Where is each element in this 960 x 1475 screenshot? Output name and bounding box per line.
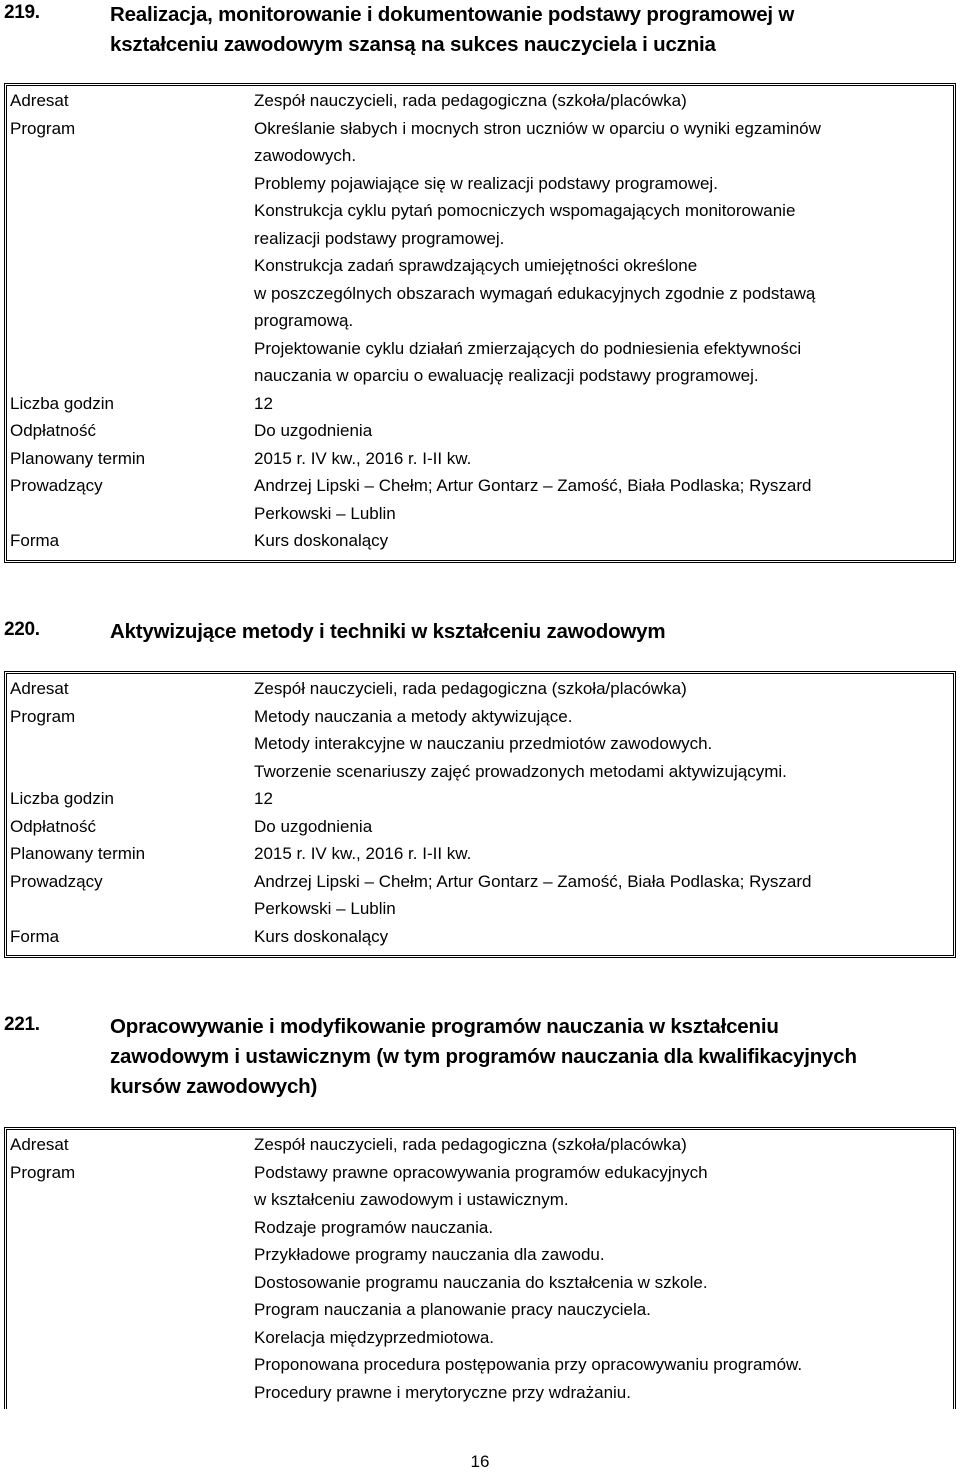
program-line: Program nauczania a planowanie pracy nauczyciela. [254,1300,651,1319]
label-program: Program [10,706,76,726]
section-title-line: Aktywizujące metody i techniki w kształceniu zawodowym [110,620,666,643]
label-adresat: Adresat [10,679,69,698]
section-220-table [4,674,956,952]
program-line: Proponowana procedura postępowania przy opracowywaniu programów. [254,1355,803,1374]
row-termin [4,445,956,473]
row-adresat [4,1130,956,1159]
label-prowadzacy: Prowadzący [10,871,103,891]
section-221-table [4,1130,956,1406]
program-line: programową. [254,311,354,330]
section-title-line: Realizacja, monitorowanie i dokumentowanie podstawy programowej w [110,3,795,26]
section-number: 219. [4,2,40,23]
section-219-table [4,86,956,557]
row-program [4,1159,956,1407]
program-line: Korelacja międzyprzedmiotowa. [254,1327,494,1347]
row-liczba-godzin [4,785,956,813]
label-forma: Forma [10,531,60,550]
value-odplatnosc: Do uzgodnienia [254,816,373,836]
label-termin: Planowany termin [10,844,146,863]
program-line: Konstrukcja zadań sprawdzających umiejętności określone [254,256,698,275]
section-title-line: kształceniu zawodowym szansą na sukces nauczyciela i ucznia [110,33,716,56]
program-line: w poszczególnych obszarach wymagań edukacyjnych zgodnie z podstawą [254,283,816,303]
program-line: Dostosowanie programu nauczania do kształcenia w szkole. [254,1272,708,1292]
value-adresat: Zespół nauczycieli, rada pedagogiczna (szkoła/placówka) [254,679,687,698]
value-adresat: Zespół nauczycieli, rada pedagogiczna (szkoła/placówka) [254,1135,687,1154]
program-line: Rodzaje programów nauczania. [254,1217,494,1237]
prowadzacy-line: Andrzej Lipski – Chełm; Artur Gontarz – Zamość, Biała Podlaska; Ryszard [254,476,812,495]
program-line: Podstawy prawne opracowywania programów edukacyjnych [254,1162,708,1182]
label-liczba-godzin: Liczba godzin [10,789,114,808]
program-line: realizacji podstawy programowej. [254,228,505,248]
row-forma [4,923,956,953]
value-liczba-godzin: 12 [254,789,273,808]
section-title-line: zawodowym i ustawicznym (w tym programów nauczania dla kwalifikacyjnych [110,1045,857,1068]
section-title-line: kursów zawodowych) [110,1075,318,1098]
program-line: Metody interakcyjne w nauczaniu przedmiotów zawodowych. [254,734,713,753]
section-number: 221. [4,1014,40,1035]
label-program: Program [10,118,76,138]
section-number: 220. [4,619,40,640]
row-prowadzacy [4,868,956,923]
label-program: Program [10,1162,76,1182]
row-prowadzacy [4,472,956,527]
program-line: Tworzenie scenariuszy zajęć prowadzonych metodami aktywizującymi. [254,761,787,781]
program-line: Procedury prawne i merytoryczne przy wdrażaniu. [254,1382,631,1402]
label-termin: Planowany termin [10,448,146,468]
program-line: nauczania w oparciu o ewaluację realizacji podstawy programowej. [254,366,759,385]
value-liczba-godzin: 12 [254,393,273,413]
program-line: Projektowanie cyklu działań zmierzających do podniesienia efektywności [254,338,802,358]
program-line: Konstrukcja cyklu pytań pomocniczych wspomagających monitorowanie [254,201,796,220]
program-line: Określanie słabych i mocnych stron uczniów w oparciu o wyniki egzaminów [254,118,821,138]
section-title [110,1012,940,1102]
value-prowadzacy [248,472,956,527]
prowadzacy-line: Perkowski – Lublin [254,503,396,523]
label-odplatnosc: Odpłatność [10,816,96,836]
value-program [248,1159,956,1407]
value-termin: 2015 r. IV kw., 2016 r. I-II kw. [254,448,472,468]
program-line: zawodowych. [254,146,357,165]
page-number: 16 [470,1452,490,1471]
section-title-line: Opracowywanie i modyfikowanie programów nauczania w kształceniu [110,1015,779,1038]
program-line: Metody nauczania a metody aktywizujące. [254,706,573,726]
value-forma: Kurs doskonalący [254,926,389,946]
row-termin [4,840,956,868]
row-adresat [4,86,956,115]
row-odplatnosc [4,813,956,841]
row-odplatnosc [4,417,956,445]
section-title [110,0,940,60]
label-adresat: Adresat [10,1135,69,1154]
value-program [248,115,956,390]
program-line: Problemy pojawiające się w realizacji podstawy programowej. [254,173,718,193]
label-prowadzacy: Prowadzący [10,476,103,495]
label-odplatnosc: Odpłatność [10,421,96,440]
row-program [4,115,956,390]
value-forma: Kurs doskonalący [254,531,389,550]
value-termin: 2015 r. IV kw., 2016 r. I-II kw. [254,844,472,863]
value-prowadzacy [248,868,956,923]
program-line: Przykładowe programy nauczania dla zawodu. [254,1245,605,1264]
row-adresat [4,674,956,703]
prowadzacy-line: Perkowski – Lublin [254,899,396,918]
value-program [248,703,956,786]
label-forma: Forma [10,926,60,946]
row-program [4,703,956,786]
row-liczba-godzin [4,390,956,418]
program-line: w kształceniu zawodowym i ustawicznym. [254,1190,569,1209]
prowadzacy-line: Andrzej Lipski – Chełm; Artur Gontarz – Zamość, Biała Podlaska; Ryszard [254,871,812,891]
value-adresat: Zespół nauczycieli, rada pedagogiczna (szkoła/placówka) [254,91,687,110]
row-forma [4,527,956,557]
section-title [110,617,940,647]
label-liczba-godzin: Liczba godzin [10,393,114,413]
value-odplatnosc: Do uzgodnienia [254,421,373,440]
label-adresat: Adresat [10,91,69,110]
